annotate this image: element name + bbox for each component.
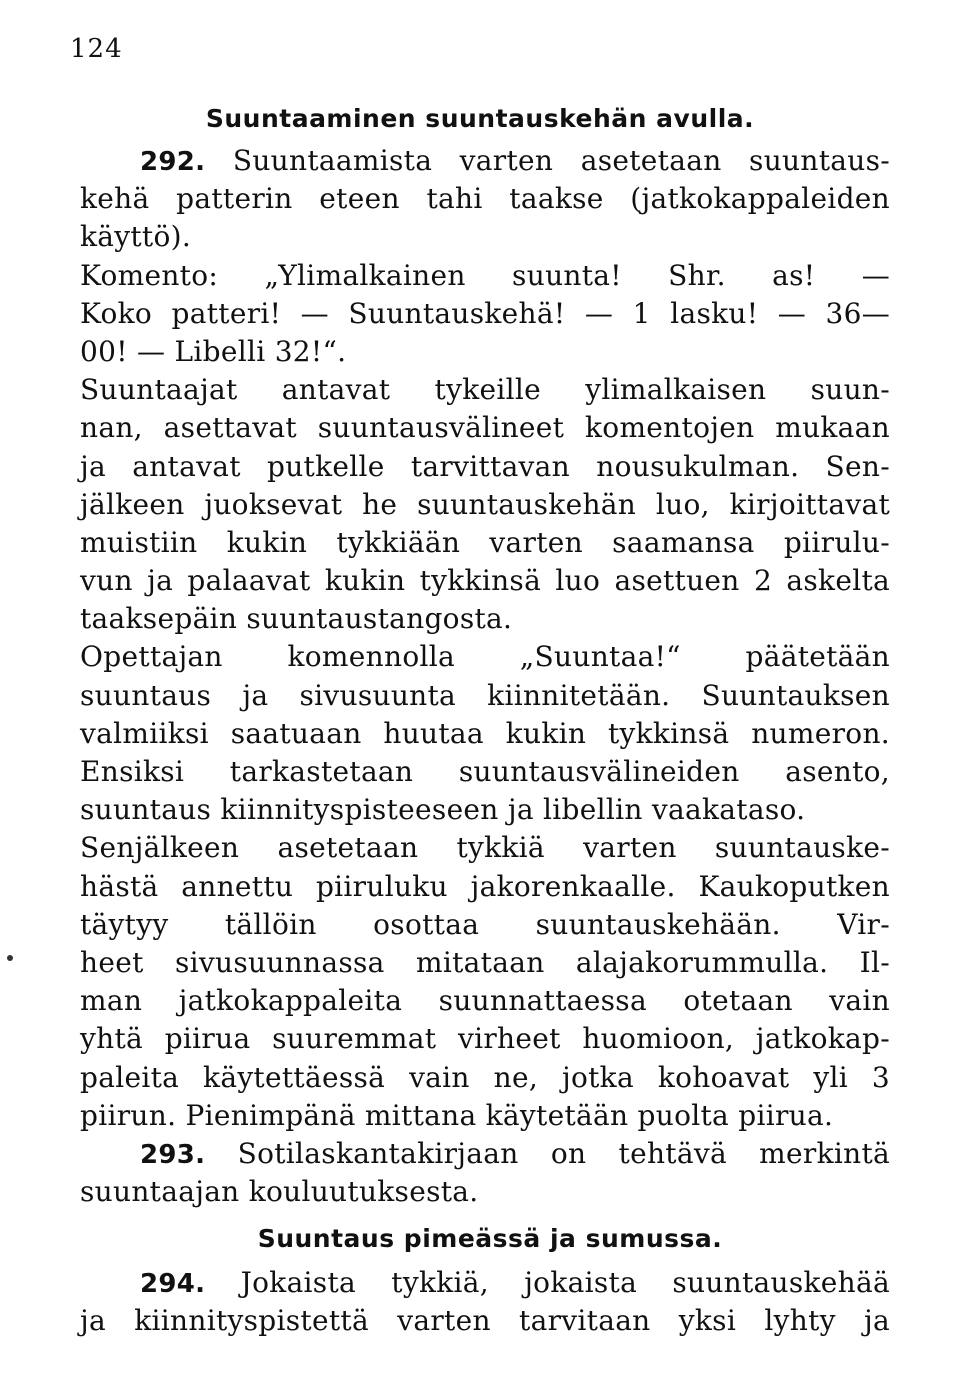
text-line (80, 715, 890, 753)
text-line (80, 180, 890, 218)
line-text: Senjälkeen asetetaan tykkiä varten suuntauske- (80, 831, 890, 865)
text-line (80, 562, 890, 600)
text-line (80, 982, 890, 1020)
text-line (80, 295, 890, 333)
text-line (80, 1097, 890, 1135)
line-text: ja kiinnityspistettä varten tarvitaan yksi lyhty ja (80, 1304, 890, 1338)
text-line (80, 1135, 890, 1173)
line-text: Jokaista tykkiä, jokaista suuntauskehää (205, 1266, 890, 1299)
text-line (80, 448, 890, 486)
line-text: Sotilaskantakirjaan on tehtävä merkintä (205, 1136, 890, 1170)
text-line (80, 638, 890, 676)
line-text: kehä patterin eteen tahi taakse (jatkokappaleiden (80, 182, 890, 216)
line-text: Komento: „Ylimalkainen suunta! Shr. as! — (80, 258, 890, 292)
body-text-block (80, 1264, 890, 1340)
line-text: Opettajan komennolla „Suuntaa!“ päätetään (80, 640, 890, 674)
line-text: jälkeen juoksevat he suuntauskehän luo, kirjoittavat (80, 487, 890, 521)
text-line (80, 944, 890, 982)
line-text: Koko patteri! — Suuntauskehä! — 1 lasku! — 36— (80, 296, 890, 330)
line-text: ja antavat putkelle tarvittavan nousukulman. Sen- (80, 449, 890, 483)
text-line (80, 524, 890, 562)
line-text: Suuntaajat antavat tykeille ylimalkaisen suun- (80, 373, 890, 407)
line-text: suuntaajan kouluutuksesta. (80, 1175, 479, 1209)
line-text: nan, asettavat suuntausvälineet komentojen mukaan (80, 411, 890, 445)
page-number: 124 (70, 34, 123, 64)
body-text-block (80, 142, 890, 1211)
line-text: suuntaus kiinnityspisteeseen ja libellin vaakataso. (80, 793, 806, 827)
line-text: Suuntaamista varten asetetaan suuntaus- (205, 144, 890, 177)
line-text: man jatkokappaleita suunnattaessa otetaan vain (80, 984, 890, 1018)
text-line (80, 791, 890, 829)
paragraph-number: 293. (140, 1139, 206, 1170)
line-text: piirun. Pienimpänä mittana käytetään puolta piirua. (80, 1098, 834, 1132)
line-text: paleita käytettäessä vain ne, jotka kohoavat yli 3 (80, 1060, 890, 1094)
text-line (80, 1020, 890, 1058)
text-line (80, 409, 890, 447)
margin-mark (7, 955, 13, 961)
line-text: vun ja palaavat kukin tykkinsä luo asettuen 2 askelta (80, 564, 890, 598)
text-line (80, 333, 890, 371)
text-line (80, 257, 890, 295)
line-text: muistiin kukin tykkiään varten saamansa piirulu- (80, 525, 890, 559)
line-text: suuntaus ja sivusuunta kiinnitetään. Suuntauksen (80, 678, 890, 712)
text-line (80, 753, 890, 791)
text-line (80, 1302, 890, 1340)
section-heading: Suuntaus pimeässä ja sumussa. (257, 1224, 723, 1253)
text-line (80, 1264, 890, 1302)
section-heading: Suuntaaminen suuntauskehän avulla. (205, 104, 755, 133)
text-line (80, 1173, 890, 1211)
paragraph-number: 292. (140, 147, 206, 177)
line-text: 00! — Libelli 32!“. (80, 334, 347, 368)
text-line (80, 1059, 890, 1097)
text-line (80, 600, 890, 638)
text-line (80, 371, 890, 409)
line-text: taaksepäin suuntaustangosta. (80, 602, 513, 636)
line-text: yhtä piirua suuremmat virheet huomioon, jatkokap- (80, 1022, 890, 1056)
text-line (80, 486, 890, 524)
line-text: täytyy tällöin osottaa suuntauskehään. Vir- (80, 907, 890, 941)
text-line (80, 906, 890, 944)
line-text: Ensiksi tarkastetaan suuntausvälineiden asento, (80, 755, 890, 788)
text-line (80, 677, 890, 715)
text-line (80, 868, 890, 906)
text-line (80, 829, 890, 867)
text-line (80, 142, 890, 180)
line-text: valmiiksi saatuaan huutaa kukin tykkinsä numeron. (80, 716, 890, 750)
paragraph-number: 294. (140, 1269, 206, 1299)
line-text: hästä annettu piiruluku jakorenkaalle. Kaukoputken (80, 869, 890, 903)
text-line (80, 218, 890, 256)
line-text: käyttö). (80, 220, 192, 254)
line-text: heet sivusuunnassa mitataan alajakorummulla. Il- (80, 945, 890, 979)
